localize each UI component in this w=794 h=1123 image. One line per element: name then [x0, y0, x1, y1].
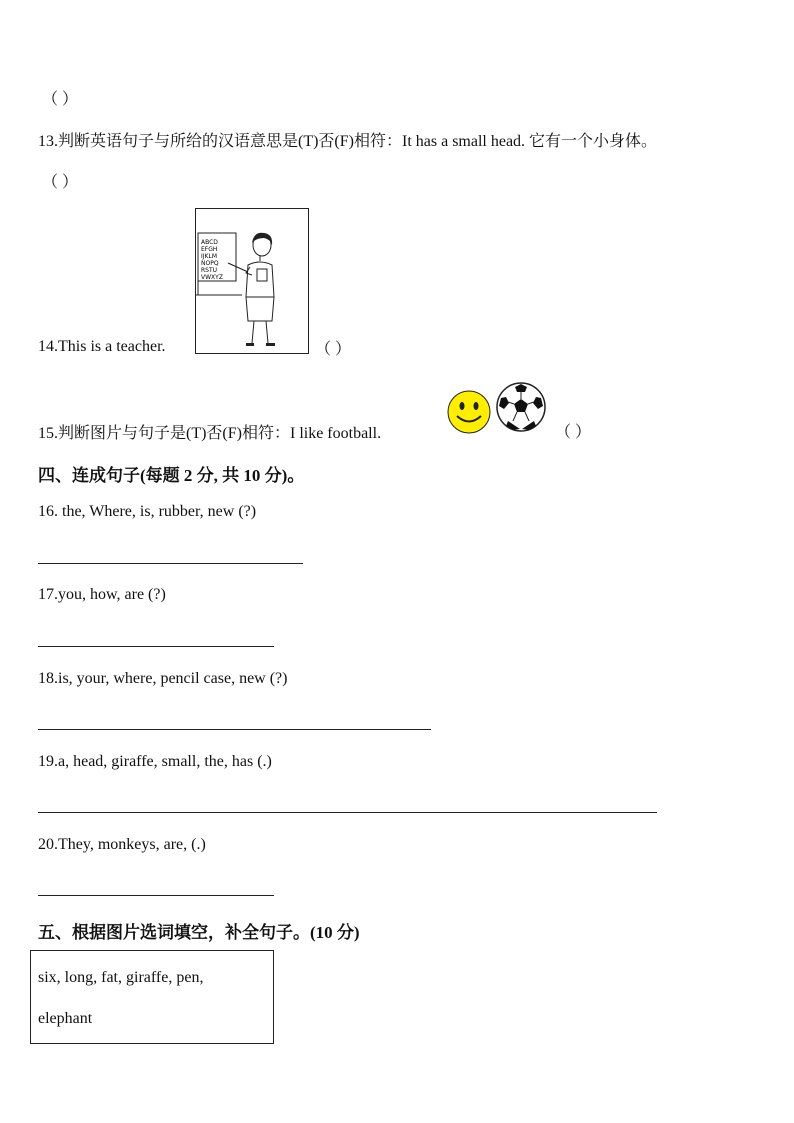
chart-letters-1: ABCD	[201, 239, 218, 246]
question-19: 19.a, head, giraffe, small, the, has (.)	[38, 753, 272, 770]
teacher-icon	[196, 209, 308, 353]
chart-letters-6: VWXYZ	[201, 274, 223, 281]
chart-letters-3: IJKLM	[201, 253, 217, 260]
chart-letters-2: EFGH	[201, 246, 218, 253]
answer-paren-14: （ ）	[315, 341, 352, 358]
section-4-heading: 四、连成句子(每题 2 分, 共 10 分)。	[38, 466, 305, 485]
answer-line-19[interactable]	[38, 812, 657, 813]
question-15: 15.判断图片与句子是(T)否(F)相符：I like football.	[38, 425, 382, 442]
question-14: 14.This is a teacher.	[38, 338, 166, 355]
answer-line-17[interactable]	[38, 646, 274, 647]
answer-paren-12: （ ）	[42, 91, 79, 108]
answer-line-20[interactable]	[38, 895, 274, 896]
word-bank-line-2: elephant	[38, 1010, 93, 1027]
question-18: 18.is, your, where, pencil case, new (?)	[38, 670, 288, 687]
section-5-heading: 五、根据图片选词填空，补全句子。(10 分)	[38, 923, 360, 942]
answer-paren-13: （ ）	[42, 174, 79, 191]
word-bank-line-1: six, long, fat, giraffe, pen,	[38, 969, 204, 986]
football-icon	[495, 381, 547, 433]
question-13: 13.判断英语句子与所给的汉语意思是(T)否(F)相符：It has a small head. 它有一个小身体。	[38, 133, 658, 150]
question-17: 17.you, how, are (?)	[38, 586, 166, 603]
question-16: 16. the, Where, is, rubber, new (?)	[38, 503, 257, 520]
question-20: 20.They, monkeys, are, (.)	[38, 836, 206, 853]
answer-line-18[interactable]	[38, 729, 431, 730]
chart-letters-5: RSTU	[201, 267, 218, 274]
chart-letters-4: NOPQ	[201, 260, 219, 267]
teacher-image-frame	[195, 208, 309, 354]
word-bank-box	[30, 950, 274, 1044]
answer-line-16[interactable]	[38, 563, 303, 564]
answer-paren-15: （ ）	[555, 424, 592, 441]
smiley-icon	[446, 389, 492, 435]
